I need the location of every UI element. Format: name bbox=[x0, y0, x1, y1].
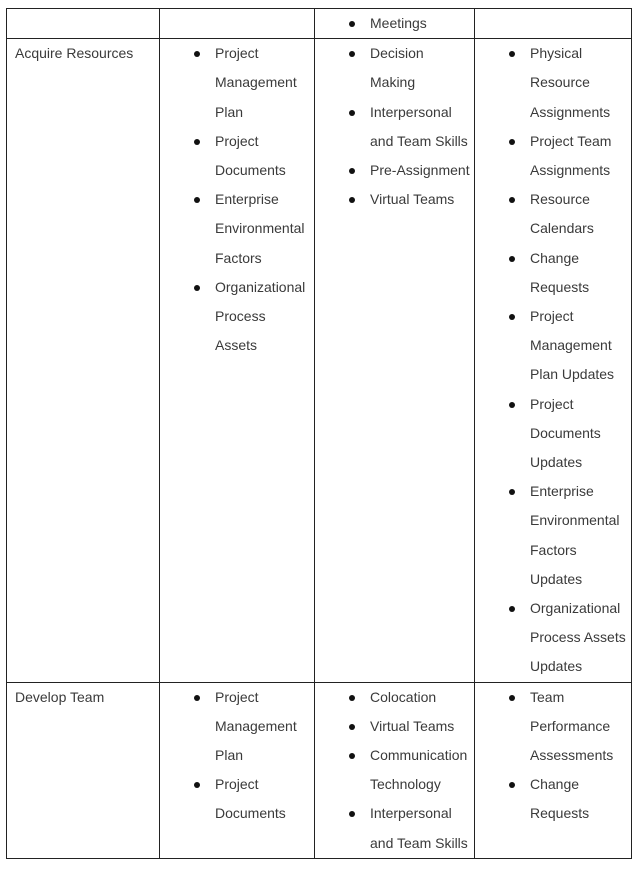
outputs-list bbox=[475, 683, 631, 829]
outputs-cell bbox=[475, 39, 632, 682]
process-name: Develop Team bbox=[15, 688, 105, 705]
list-item: Communication Technology bbox=[370, 741, 470, 799]
list-item: Project Management Plan Updates bbox=[530, 302, 627, 390]
process-cell bbox=[7, 39, 160, 682]
list-item: Interpersonal and Team Skills bbox=[370, 799, 470, 857]
list-item: Virtual Teams bbox=[370, 712, 470, 741]
list-item: Enterprise Environmental Factors bbox=[215, 185, 310, 273]
process-name: Acquire Resources bbox=[15, 45, 134, 62]
list-item: Project Documents bbox=[215, 770, 310, 828]
outputs-list bbox=[475, 39, 631, 681]
list-item: Organizational Process Assets Updates bbox=[530, 594, 627, 682]
inputs-cell bbox=[160, 39, 315, 682]
list-item: Project Documents Updates bbox=[530, 390, 627, 478]
list-item: Organizational Process Assets bbox=[215, 273, 310, 361]
list-item: Enterprise Environmental Factors Updates bbox=[530, 477, 627, 594]
tools-list bbox=[315, 39, 474, 214]
list-item: Project Management Plan bbox=[215, 39, 310, 127]
list-item: Pre-Assignment bbox=[370, 156, 470, 185]
process-cell bbox=[7, 9, 160, 39]
list-item: Decision Making bbox=[370, 39, 470, 97]
list-item: Meetings bbox=[370, 9, 470, 38]
tools-list bbox=[315, 9, 474, 38]
outputs-cell bbox=[475, 9, 632, 39]
list-item: Interpersonal and Team Skills bbox=[370, 98, 470, 156]
tools-cell bbox=[315, 682, 475, 858]
table-row bbox=[7, 39, 632, 682]
list-item: Colocation bbox=[370, 683, 470, 712]
inputs-cell bbox=[160, 682, 315, 858]
list-item: Project Team Assignments bbox=[530, 127, 627, 185]
table-row bbox=[7, 9, 632, 39]
inputs-cell bbox=[160, 9, 315, 39]
process-table bbox=[6, 8, 632, 859]
inputs-list bbox=[160, 683, 314, 829]
list-item: Team Performance Assessments bbox=[530, 683, 627, 771]
inputs-list bbox=[160, 39, 314, 360]
list-item: Change Requests bbox=[530, 244, 627, 302]
list-item: Resource Calendars bbox=[530, 185, 627, 243]
table-row bbox=[7, 682, 632, 858]
tools-list bbox=[315, 683, 474, 858]
list-item: Project Management Plan bbox=[215, 683, 310, 771]
outputs-cell bbox=[475, 682, 632, 858]
tools-cell bbox=[315, 9, 475, 39]
list-item: Virtual Teams bbox=[370, 185, 470, 214]
list-item: Change Requests bbox=[530, 770, 627, 828]
list-item: Project Documents bbox=[215, 127, 310, 185]
tools-cell bbox=[315, 39, 475, 682]
list-item: Physical Resource Assignments bbox=[530, 39, 627, 127]
process-cell bbox=[7, 682, 160, 858]
